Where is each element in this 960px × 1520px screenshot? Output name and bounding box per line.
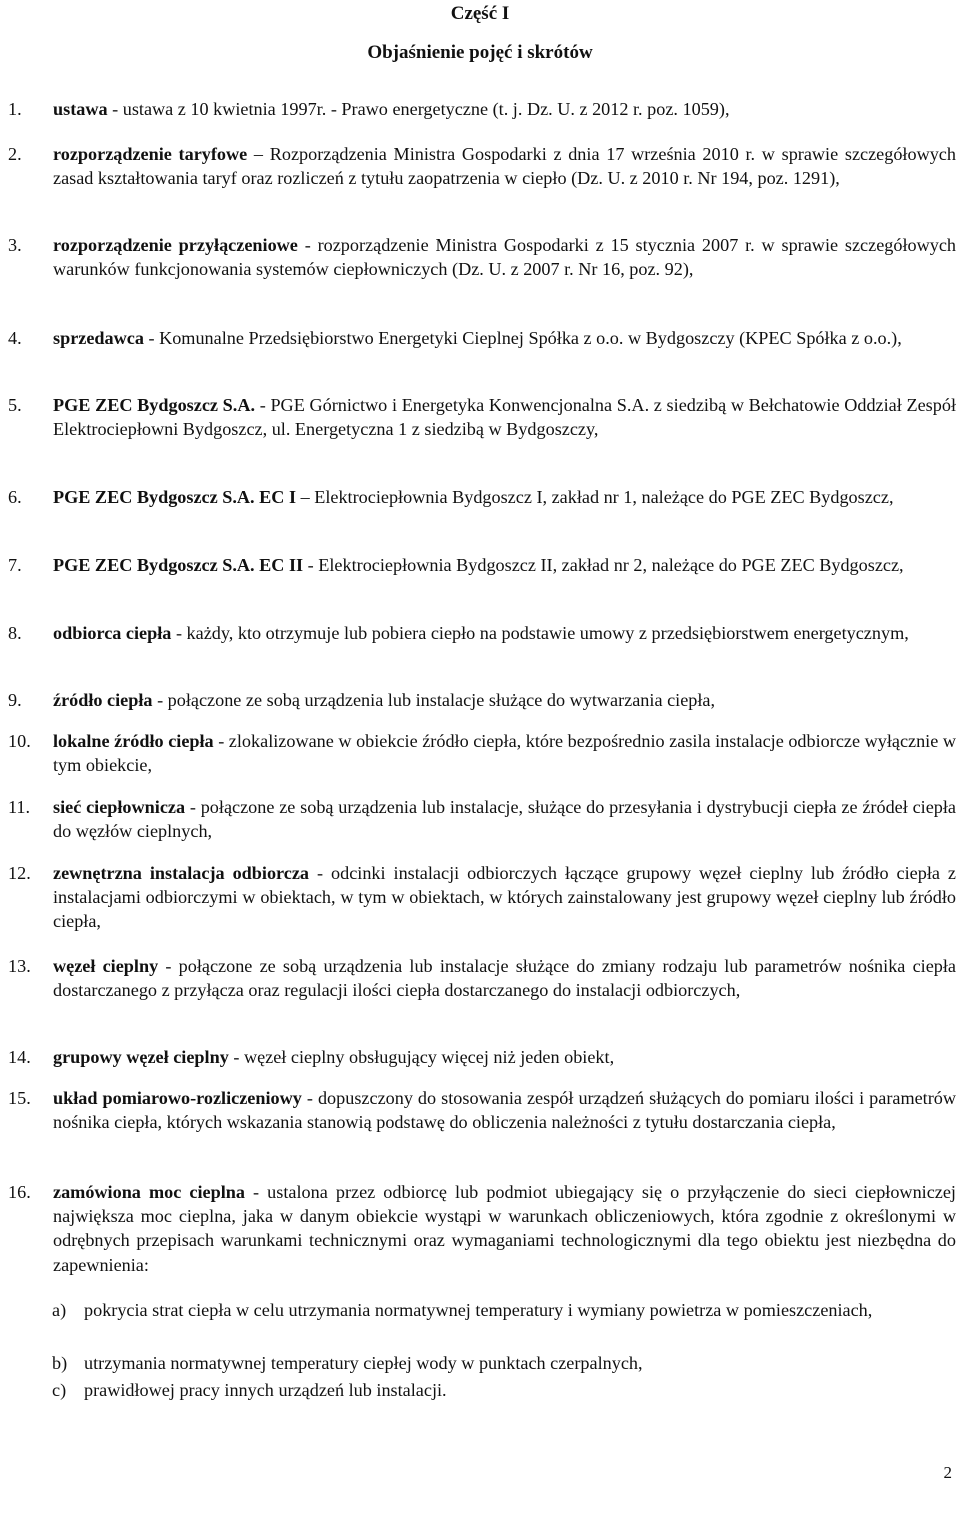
item-number: 1. <box>8 99 22 119</box>
item-letter: b) <box>52 1353 68 1373</box>
item-number: 9. <box>8 690 22 710</box>
list-item-text: pokrycia strat ciepła w celu utrzymania normatywnej temperatury i wymiany powietrza w pomieszczeniach, <box>84 1300 873 1320</box>
item-number: 15. <box>8 1088 31 1108</box>
section-title: Objaśnienie pojęć i skrótów <box>367 42 593 63</box>
definition-item <box>8 621 956 645</box>
definition-text: - dopuszczony do stosowania zespół urządzeń służących do pomiaru ilości i parametrów nośnika ciepła, których wskazania stanowią podstawę do obliczenia należności z tytułu dostarczania ciepła, <box>53 1088 957 1133</box>
definition-item <box>8 1180 956 1277</box>
item-number: 10. <box>8 731 31 751</box>
item-number: 4. <box>8 328 22 348</box>
defined-term: rozporządzenie taryfowe <box>53 144 248 164</box>
item-number: 7. <box>8 555 22 575</box>
item-number: 3. <box>8 235 22 255</box>
definition-item <box>8 1045 956 1069</box>
list-item <box>52 1351 956 1375</box>
definition-item <box>8 393 956 441</box>
definition-item <box>8 688 956 712</box>
definition-item <box>8 326 956 350</box>
item-number: 11. <box>8 797 31 817</box>
defined-term: układ pomiarowo-rozliczeniowy <box>53 1088 302 1108</box>
defined-term: lokalne źródło ciepła <box>53 731 214 751</box>
defined-term: zewnętrzna instalacja odbiorcza <box>53 863 310 883</box>
item-number: 14. <box>8 1047 31 1067</box>
defined-term: grupowy węzeł cieplny <box>53 1047 229 1067</box>
definition-text: – Elektrociepłownia Bydgoszcz I, zakład nr 1, należące do PGE ZEC Bydgoszcz, <box>296 487 894 507</box>
page-number: 2 <box>943 1463 952 1482</box>
definition-text: - połączone ze sobą urządzenia lub instalacje, służące do przesyłania i dystrybucji ciepła ze źródeł ciepła do węzłów cieplnych, <box>53 797 957 842</box>
definition-text: - ustawa z 10 kwietnia 1997r. - Prawo energetyczne (t. j. Dz. U. z 2012 r. poz. 1059), <box>107 99 730 119</box>
definition-item <box>8 729 956 777</box>
defined-term: węzeł cieplny <box>53 956 159 976</box>
definition-item <box>8 553 956 577</box>
definition-item <box>8 954 956 1002</box>
item-number: 6. <box>8 487 22 507</box>
definition-item <box>8 861 956 934</box>
defined-term: rozporządzenie przyłączeniowe <box>53 235 298 255</box>
definition-text: - połączone ze sobą urządzenia lub instalacje służące do zmiany rodzaju lub parametrów nośnika ciepła dostarczanego z przyłącza oraz regulacji ilości ciepła dostarczanego do instalacji odbiorczych, <box>53 956 956 1001</box>
definition-item <box>8 142 956 190</box>
item-number: 16. <box>8 1182 31 1202</box>
item-number: 2. <box>8 144 22 164</box>
part-title: Część I <box>450 3 510 24</box>
item-letter: a) <box>52 1300 67 1320</box>
defined-term: sieć ciepłownicza <box>53 797 186 817</box>
list-item-text: utrzymania normatywnej temperatury ciepłej wody w punktach czerpalnych, <box>84 1353 643 1373</box>
list-item <box>52 1378 956 1402</box>
definition-text: - każdy, kto otrzymuje lub pobiera ciepło na podstawie umowy z przedsiębiorstwem energetycznym, <box>171 623 909 643</box>
definition-text: - PGE Górnictwo i Energetyka Konwencjonalna S.A. z siedzibą w Bełchatowie Oddział Zespół Elektrociepłowni Bydgoszcz, ul. Energetyczna 1 z siedzibą w Bydgoszczy, <box>53 395 956 440</box>
list-item <box>52 1298 956 1322</box>
defined-term: sprzedawca <box>53 328 144 348</box>
definition-text: - odcinki instalacji odbiorczych łączące grupowy węzeł cieplny lub źródło ciepła z instalacjami odbiorczymi w obiektach, w tym w obiektach, w których zainstalowany jest grupowy węzeł cieplny lub źródło ciepła, <box>53 863 956 932</box>
item-number: 12. <box>8 863 31 883</box>
defined-term: PGE ZEC Bydgoszcz S.A. EC II <box>53 555 304 575</box>
defined-term: PGE ZEC Bydgoszcz S.A. <box>53 395 256 415</box>
definition-item <box>8 485 956 509</box>
list-item-text: prawidłowej pracy innych urządzeń lub instalacji. <box>84 1380 447 1400</box>
definition-item <box>8 97 956 121</box>
definition-item <box>8 233 956 281</box>
definition-text: - zlokalizowane w obiekcie źródło ciepła, które bezpośrednio zasila instalacje odbiorcze wyłącznie w tym obiekcie, <box>53 731 956 776</box>
item-number: 8. <box>8 623 22 643</box>
definition-item <box>8 1086 956 1134</box>
defined-term: odbiorca ciepła <box>53 623 172 643</box>
definition-text: - Komunalne Przedsiębiorstwo Energetyki Cieplnej Spółka z o.o. w Bydgoszczy (KPEC Spółka z o.o.), <box>143 328 902 348</box>
defined-term: źródło ciepła <box>53 690 153 710</box>
definition-text: – Rozporządzenia Ministra Gospodarki z dnia 17 września 2010 r. w sprawie szczegółowych zasad kształtowania taryf oraz rozliczeń z tytułu zaopatrzenia w ciepło (Dz. U. z 2010 r. Nr 194, poz. 1291), <box>53 144 956 189</box>
item-number: 13. <box>8 956 31 976</box>
item-letter: c) <box>52 1380 67 1400</box>
definition-text: - węzeł cieplny obsługujący więcej niż jeden obiekt, <box>228 1047 615 1067</box>
definition-item <box>8 795 956 843</box>
defined-term: ustawa <box>53 99 108 119</box>
item-number: 5. <box>8 395 22 415</box>
defined-term: PGE ZEC Bydgoszcz S.A. EC I <box>53 487 297 507</box>
definition-text: - połączone ze sobą urządzenia lub instalacje służące do wytwarzania ciepła, <box>152 690 716 710</box>
definition-text: - rozporządzenie Ministra Gospodarki z 15 stycznia 2007 r. w sprawie szczegółowych warunków funkcjonowania systemów ciepłowniczych (Dz. U. z 2007 r. Nr 16, poz. 92), <box>53 235 956 280</box>
definition-text: - Elektrociepłownia Bydgoszcz II, zakład nr 2, należące do PGE ZEC Bydgoszcz, <box>303 555 904 575</box>
defined-term: zamówiona moc cieplna <box>53 1182 245 1202</box>
definition-text: - ustalona przez odbiorcę lub podmiot ubiegający się o przyłączenie do sieci ciepłowniczej największa moc cieplna, jaka w danym obiekcie wystąpi w warunkach obliczeniowych, która zgodnie z określonymi w odrębnych przepisach warunkami technicznymi oraz wymaganiami technologicznymi dla tego obiektu jest niezbędna do zapewnienia: <box>53 1182 956 1275</box>
